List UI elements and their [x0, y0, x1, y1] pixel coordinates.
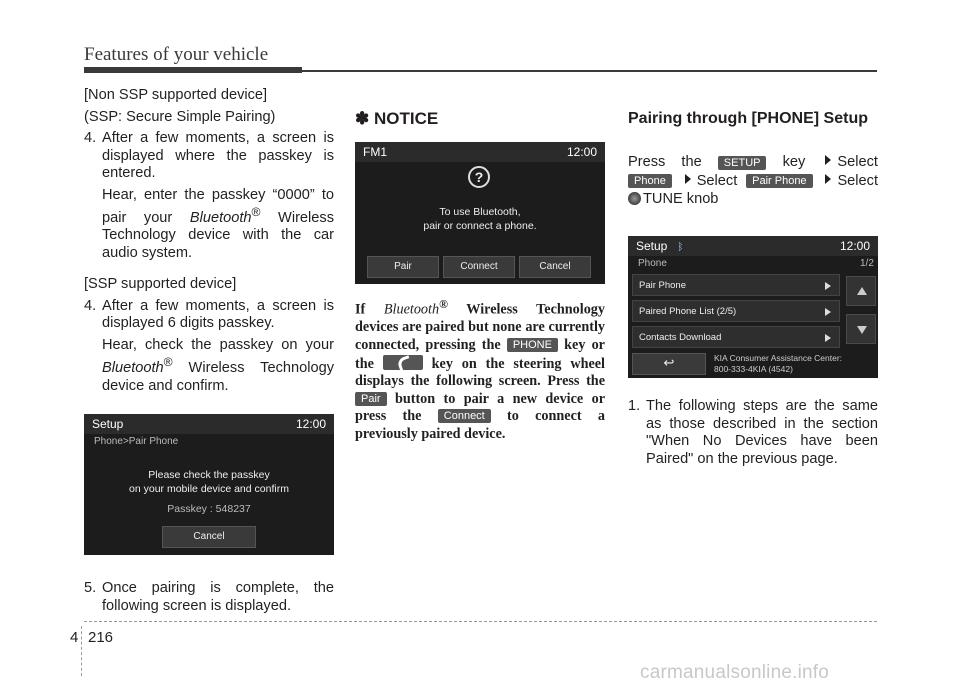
section-heading: Pairing through [PHONE] Setup [628, 110, 868, 127]
screen-status-bar [355, 142, 605, 162]
page-header-title: Features of your vehicle [84, 44, 269, 65]
notice-body [355, 296, 605, 443]
tune-knob-icon [628, 192, 641, 205]
notice-title [355, 110, 605, 128]
column-left [84, 87, 334, 399]
menu-item-label: Paired Phone List (2/5) [639, 306, 737, 317]
phone-key-badge: PHONE [507, 338, 558, 352]
assistance-center-phone: 800-333-4KIA (4542) [714, 364, 793, 374]
text-fragment: key or the [355, 336, 605, 372]
question-icon: ? [468, 166, 490, 188]
footer-rule [84, 621, 877, 622]
screen-title: Setup [636, 239, 668, 253]
watermark: carmanualsonline.info [640, 662, 830, 683]
back-arrow-icon: ↩ [663, 355, 675, 370]
registered-mark: ® [163, 355, 173, 370]
text-fragment: Wireless Technology device with the car audio system. [102, 209, 335, 261]
bluetooth-brand: Bluetooth [189, 209, 252, 226]
text-fragment: Press [628, 154, 666, 170]
screen-title: FM1 [363, 145, 387, 159]
step-number: 1. [628, 398, 641, 414]
assistance-center-label: KIA Consumer Assistance Center: [714, 353, 843, 363]
call-key-icon [383, 355, 423, 370]
instruction-line-1 [628, 154, 878, 172]
text-fragment: Hear, check the passkey on your [102, 336, 334, 353]
screen-phone-setup [628, 236, 878, 378]
column-right [628, 110, 878, 209]
page-number: 216 [88, 629, 114, 646]
text-fragment: Hear, enter the passkey “0000” to pair your [102, 186, 334, 226]
notice-label: NOTICE [373, 109, 439, 128]
menu-item-label: Contacts Download [639, 332, 722, 343]
screen-subtitle: Phone [638, 258, 667, 269]
text-fragment: Select [696, 172, 738, 189]
bluetooth-brand: Bluetooth [102, 360, 164, 377]
step-4-non-ssp-detail [84, 187, 334, 263]
pair-button[interactable]: Pair [367, 256, 439, 278]
screen-message-line-2: pair or connect a phone. [423, 220, 537, 232]
screen-passkey-confirm [84, 414, 334, 555]
text-fragment: Select [837, 154, 878, 170]
chevron-right-icon [825, 308, 831, 316]
text-fragment: If [355, 301, 384, 318]
screen-breadcrumb: Phone>Pair Phone [94, 436, 179, 447]
back-button[interactable] [632, 353, 706, 375]
connect-button-badge: Connect [438, 409, 491, 423]
footer-separator [81, 626, 82, 676]
registered-mark: ® [251, 205, 261, 219]
screen-passkey: Passkey : 548237 [167, 503, 251, 515]
screen-time: 12:00 [839, 239, 870, 253]
step-text: The following steps are the same as those described in the section "When No Devices have been Paired" on the previous page. [646, 398, 878, 467]
registered-mark: ® [439, 297, 448, 311]
chevron-right-icon [825, 282, 831, 290]
instruction-line-3 [628, 191, 878, 209]
chevron-right-icon [825, 334, 831, 342]
screen-time: 12:00 [566, 145, 597, 159]
screen-page-indicator: 1/2 [860, 258, 874, 269]
screen-bluetooth-prompt [355, 142, 605, 284]
step-4-ssp-detail [84, 337, 334, 395]
step-number: 4. [84, 297, 97, 314]
pair-phone-menu-badge: Pair Phone [746, 174, 812, 188]
arrow-right-icon [825, 174, 831, 184]
ssp-definition: (SSP: Secure Simple Pairing) [84, 108, 276, 125]
screen-title: Setup [92, 417, 124, 431]
menu-item-paired-phone-list[interactable] [632, 300, 840, 322]
menu-item-pair-phone[interactable] [632, 274, 840, 296]
arrow-right-icon [825, 155, 831, 165]
arrow-right-icon [685, 174, 691, 184]
cancel-button[interactable]: Cancel [519, 256, 591, 278]
cancel-button[interactable]: Cancel [162, 526, 256, 548]
text-fragment: Select [837, 172, 878, 189]
text-fragment: to connect a previously paired device. [355, 408, 606, 442]
menu-item-contacts-download[interactable] [632, 326, 840, 348]
text-fragment: TUNE knob [643, 191, 719, 207]
text-fragment: Wireless Technology device and confirm. [102, 360, 334, 394]
step-1 [628, 398, 878, 468]
step-4-ssp [84, 298, 334, 333]
pair-button-badge: Pair [355, 392, 387, 406]
text-fragment: the [681, 154, 702, 170]
column-middle [355, 110, 605, 138]
step-number: 4. [84, 130, 97, 146]
header-rule-thin [302, 70, 877, 72]
text-fragment: button to pair a new device or press the [355, 390, 605, 425]
scroll-down-button[interactable] [846, 314, 876, 344]
step-5 [84, 580, 334, 615]
phone-menu-badge: Phone [628, 174, 672, 188]
step-4-non-ssp [84, 130, 334, 183]
menu-item-label: Pair Phone [639, 280, 687, 291]
ssp-heading: [SSP supported device] [84, 276, 237, 293]
screen-time: 12:00 [295, 417, 326, 431]
screen-message-line-2: on your mobile device and confirm [129, 483, 289, 495]
bluetooth-icon: ᛒ [677, 242, 684, 253]
section-number: 4 [70, 629, 79, 646]
text-fragment: Wireless Technology devices are paired but none are currently connected, pressing the [355, 301, 605, 353]
text-fragment: key on the steering wheel displays the following screen. Press the [355, 355, 605, 390]
step-number: 5. [84, 580, 97, 596]
setup-key-badge: SETUP [718, 156, 767, 170]
instruction-line-2 [628, 173, 878, 191]
connect-button[interactable]: Connect [443, 256, 515, 278]
step-text: After a few moments, a screen is displayed 6 digits passkey. [102, 297, 334, 332]
header-rule-thick [84, 67, 302, 73]
bluetooth-brand: Bluetooth [383, 301, 440, 318]
non-ssp-heading: [Non SSP supported device] [84, 87, 268, 103]
screen-status-bar [628, 236, 878, 256]
screen-status-bar [84, 414, 334, 434]
step-text: After a few moments, a screen is displayed where the passkey is entered. [102, 130, 334, 181]
notice-symbol-icon: ✽ [355, 109, 370, 128]
screen-message-line-1: To use Bluetooth, [439, 206, 521, 218]
step-text: Once pairing is complete, the following screen is displayed. [102, 580, 334, 614]
screen-message-line-1: Please check the passkey [148, 469, 270, 481]
scroll-up-button[interactable] [846, 276, 876, 306]
text-fragment: key [782, 154, 806, 170]
